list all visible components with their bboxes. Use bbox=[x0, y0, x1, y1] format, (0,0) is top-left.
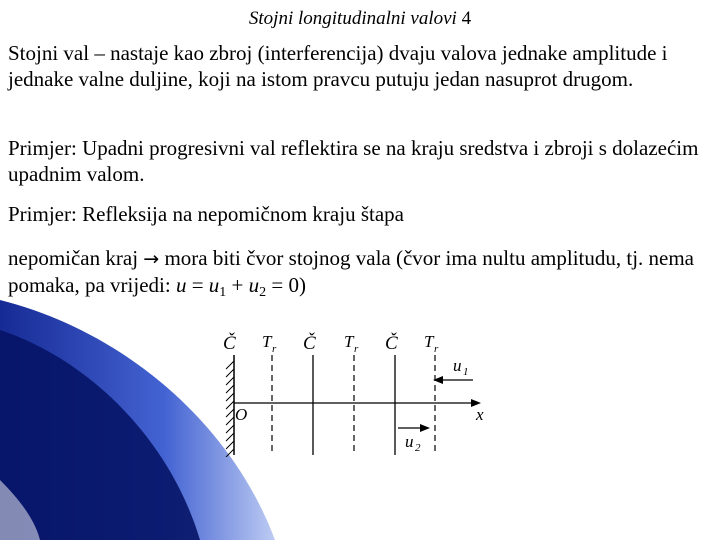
paragraph-fixed-end bbox=[8, 245, 716, 306]
sub-1: 1 bbox=[219, 285, 227, 300]
paragraph-example-2: Primjer: Refleksija na nepomičnom kraju štapa bbox=[8, 202, 404, 226]
wave2-sub: 2 bbox=[415, 442, 421, 454]
x-axis-label: x bbox=[476, 405, 484, 424]
fixed-end-explanation: mora biti čvor stojnog vala (čvor ima nultu amplitudu, tj. nema pomaka, pa vrijedi: bbox=[8, 246, 695, 297]
origin-label: O bbox=[235, 405, 248, 424]
node-label-3: Č bbox=[385, 333, 398, 354]
var-u1: u bbox=[208, 273, 220, 297]
node-label-2: Č bbox=[303, 333, 316, 354]
wave1-label: u bbox=[453, 356, 462, 375]
var-u2: u bbox=[248, 273, 260, 297]
equation-tail: = 0) bbox=[266, 273, 306, 297]
wave2-label: u bbox=[405, 432, 414, 451]
sub-2: 2 bbox=[259, 285, 267, 300]
wave1-sub: 1 bbox=[463, 366, 469, 378]
node-label-1: Č bbox=[223, 333, 236, 354]
plus-sign: + bbox=[226, 273, 249, 297]
reflected-wave-arrowhead bbox=[420, 424, 430, 432]
antinode-sub-3: r bbox=[434, 343, 439, 355]
paragraph-example-1: Primjer: Upadni progresivni val reflektira se na kraju sredstva i zbroji s dolazećim upadnim valom. bbox=[8, 136, 699, 186]
antinode-label-1: T bbox=[262, 332, 272, 351]
fixed-end-text: nepomičan kraj bbox=[8, 246, 139, 270]
antinode-sub-1: r bbox=[272, 343, 277, 355]
page-title bbox=[0, 8, 720, 30]
paragraph-definition: Stojni val – nastaje kao zbroj (interferencija) dvaju valova jednake amplitude i jednake valne duljine, koji na istom pravcu putuju jedan nasuprot drugom. bbox=[8, 41, 668, 91]
antinode-label-3: T bbox=[424, 332, 434, 351]
equals-sign: = bbox=[186, 273, 209, 297]
var-u: u bbox=[175, 273, 187, 297]
fixed-wall bbox=[226, 355, 234, 457]
right-arrow-icon: → bbox=[143, 248, 160, 270]
antinode-label-2: T bbox=[344, 332, 354, 351]
standing-wave-diagram bbox=[215, 325, 505, 457]
antinode-sub-2: r bbox=[354, 343, 359, 355]
title-text: Stojni longitudinalni valovi bbox=[248, 8, 457, 29]
title-number: 4 bbox=[461, 8, 472, 29]
